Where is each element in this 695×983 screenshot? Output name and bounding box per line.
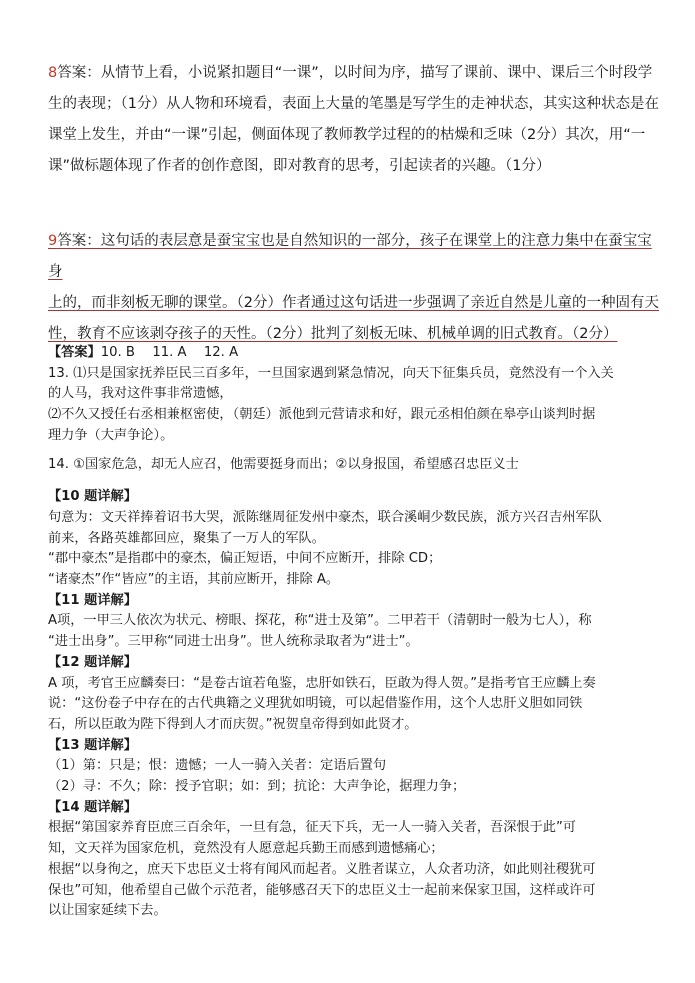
q8-line-3: 课堂上发生，并由“一课”引起，侧面体现了教师教学过程的的枯燥和乏味（2分）其次，用“一 <box>48 127 646 143</box>
q9-number: 9 <box>48 233 58 249</box>
detail-12-line: 说：“这份卷子中存在的古代典籍之义理犹如明镜，可以起借鉴作用，这个人忠肝义胆如同铁 <box>48 696 583 712</box>
detail-10-title: 【10 题详解】 <box>48 489 137 505</box>
q8-line-1: 8答案：从情节上看，小说紧扣题目“一课”，以时间为序，描写了课前、课中、课后三个时段学 <box>48 65 653 81</box>
detail-14-line: 知，文天祥为国家危机，竟然没有人愿意起兵勤王而感到遗憾痛心； <box>48 841 444 857</box>
q8-line-2: 生的表现；（1分）从人物和环境看，表面上大量的笔墨是写学生的走神状态，其实这种状态是在 <box>48 96 659 112</box>
detail-14-title: 【14 题详解】 <box>48 799 137 815</box>
q13-line-1: 13. ⑴只是国家抚养臣民三百多年，一旦国家遇到紧急情况，向天下征集兵员，竟然没有一个入关 <box>48 365 614 381</box>
detail-14-line: 根据“第国家养育臣庶三百余年，一旦有急，征天下兵，无一人一骑入关者，吾深恨于此”可 <box>48 820 576 836</box>
q13-line-4: 理力争（大声争论）。 <box>48 427 174 443</box>
q9-line-1: 9答案：这句话的表层意是蚕宝宝也是自然知识的一部分，孩子在课堂上的注意力集中在蚕宝宝身 <box>48 233 652 280</box>
detail-11-line: A项，一甲三人依次为状元、榜眼、探花，称“进士及第”。二甲若干（清朝时一般为七人），称 <box>48 613 592 629</box>
detail-11-title: 【11 题详解】 <box>48 592 137 608</box>
detail-10-line: “郡中豪杰”是指郡中的豪杰，偏正短语，中间不应断开，排除 CD； <box>48 551 442 567</box>
detail-12-line: 石，所以臣敢为陛下得到人才而庆贺。”祝贺皇帝得到如此贤才。 <box>48 716 418 732</box>
q14-answer: 14. ①国家危急，却无人应召，他需要挺身而出；②以身报国，希望感召忠臣义士 <box>48 456 519 472</box>
detail-14-line: 根据“以身徇之，庶天下忠臣义士将有闻风而起者。义胜者谋立，人众者功济，如此则社稷犹可 <box>48 861 596 877</box>
answers-line: 【答案】10. B 11. A 12. A <box>48 345 239 360</box>
detail-10-line: 前来，各路英雄都回应，聚集了一万人的军队。 <box>48 530 325 546</box>
q8-line-4: 课”做标题体现了作者的创作意图，即对教育的思考，引起读者的兴趣。（1分） <box>48 158 551 174</box>
detail-13-line: （2）寻：不久；除：授予官职；如：到；抗论：大声争论，据理力争； <box>48 779 466 795</box>
detail-12-line: A 项，考官王应麟奏曰：“是卷古谊若龟鉴，忠肝如铁石，臣敢为得人贺。”是指考官王应麟上奏 <box>48 675 596 691</box>
analysis-section <box>48 343 662 922</box>
q8-number: 8 <box>48 65 58 81</box>
detail-10-line: “诸豪杰”作“皆应”的主语，其前应断开，排除 A。 <box>48 572 340 588</box>
detail-13-line: （1）第：只是；恨：遗憾；一人一骑入关者：定语后置句 <box>48 758 387 774</box>
detail-11-line: “进士出身”。三甲称“同进士出身”。世人统称录取者为“进士”。 <box>48 634 419 650</box>
detail-14-line: 保也”可知，他希望自己做个示范者，能够感召天下的忠臣义士一起前来保家卫国，这样或许可 <box>48 882 596 898</box>
q9-answer <box>48 226 662 350</box>
q9-line-3: 性，教育不应该剥夺孩子的天性。（2分）批判了刻板无味、机械单调的旧式教育。（2分） <box>48 326 618 342</box>
q9-line-2: 上的，而非刻板无聊的课堂。（2分）作者通过这句话进一步强调了亲近自然是儿童的一种固有天 <box>48 295 659 311</box>
detail-10-line: 句意为：文天祥捧着诏书大哭，派陈继周征发州中豪杰，联合溪峒少数民族，派方兴召吉州军队 <box>48 509 602 525</box>
q13-line-2: 的人马，我对这件事非常遗憾， <box>48 386 233 402</box>
detail-14-line: 以让国家延续下去。 <box>48 903 167 919</box>
q13-line-3: ⑵不久又授任右丞相兼枢密使，（朝廷）派他到元营请求和好，跟元丞相伯颜在皋亭山谈判时据 <box>48 407 596 423</box>
detail-13-title: 【13 题详解】 <box>48 737 137 753</box>
detail-12-title: 【12 题详解】 <box>48 654 137 670</box>
q8-answer <box>48 58 662 182</box>
